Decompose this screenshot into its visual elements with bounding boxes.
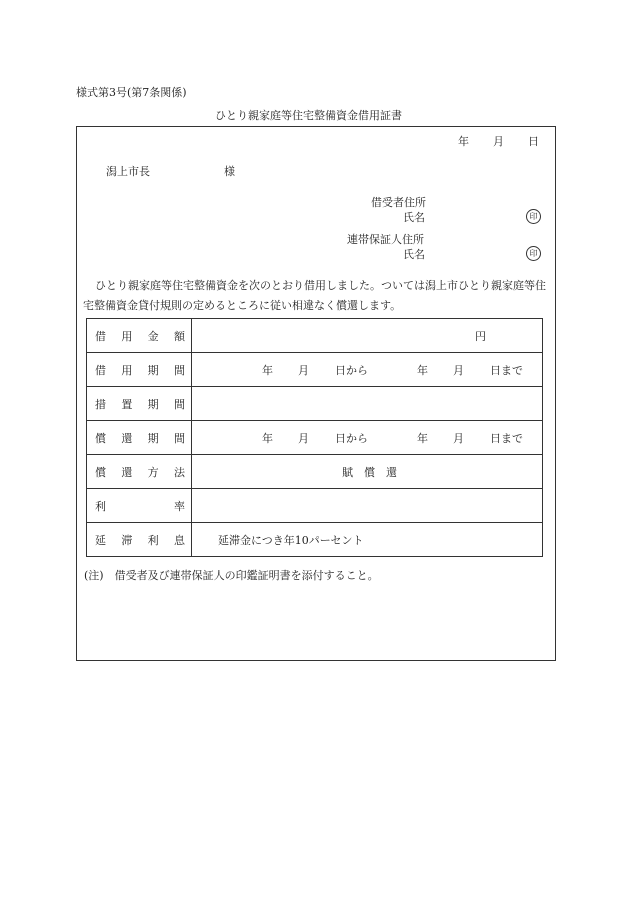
row-label: 償還期間 bbox=[87, 421, 192, 455]
borrower-seal-icon: 印 bbox=[526, 209, 541, 224]
date-year-label: 年 bbox=[458, 135, 469, 148]
from-day-label: 日から bbox=[335, 431, 368, 445]
to-day-label: 日まで bbox=[490, 431, 523, 445]
from-year-label: 年 bbox=[262, 363, 273, 377]
yen-unit: 円 bbox=[475, 329, 486, 343]
table-row bbox=[87, 455, 543, 489]
table-row bbox=[87, 421, 543, 455]
from-day-label: 日から bbox=[335, 363, 368, 377]
loan-period-cell bbox=[192, 353, 543, 387]
table-row bbox=[87, 523, 543, 557]
table-row bbox=[87, 387, 543, 421]
table-row bbox=[87, 489, 543, 523]
form-number: 様式第3号(第7条関係) bbox=[76, 86, 187, 99]
row-label: 償還方法 bbox=[87, 455, 192, 489]
row-label: 借用金額 bbox=[87, 319, 192, 353]
table-row bbox=[87, 353, 543, 387]
to-year-label: 年 bbox=[417, 363, 428, 377]
repayment-method-cell bbox=[192, 455, 543, 489]
loan-amount-cell bbox=[192, 319, 543, 353]
document-title: ひとり親家庭等住宅整備資金借用証書 bbox=[215, 109, 402, 122]
late-interest-cell bbox=[192, 523, 543, 557]
guarantor-seal-icon: 印 bbox=[526, 246, 541, 261]
date-day-label: 日 bbox=[528, 135, 539, 148]
from-month-label: 月 bbox=[298, 363, 309, 377]
date-month-label: 月 bbox=[493, 135, 504, 148]
row-label: 借用期間 bbox=[87, 353, 192, 387]
to-month-label: 月 bbox=[453, 363, 464, 377]
borrower-name-label: 氏名 bbox=[403, 211, 425, 224]
note-text: (注) 借受者及び連帯保証人の印鑑証明書を添付すること。 bbox=[84, 569, 379, 582]
loan-details-table bbox=[86, 318, 543, 557]
interest-rate-cell bbox=[192, 489, 543, 523]
to-month-label: 月 bbox=[453, 431, 464, 445]
to-day-label: 日まで bbox=[490, 363, 523, 377]
from-month-label: 月 bbox=[298, 431, 309, 445]
row-label: 延滞利息 bbox=[87, 523, 192, 557]
late-interest-value: 延滞金につき年10パーセント bbox=[218, 533, 364, 547]
addressee-mayor: 潟上市長 bbox=[106, 165, 150, 178]
guarantor-name-label: 氏名 bbox=[403, 248, 425, 261]
repayment-method-value: 賦 償 還 bbox=[342, 465, 397, 479]
row-label: 利率 bbox=[87, 489, 192, 523]
from-year-label: 年 bbox=[262, 431, 273, 445]
row-label: 措置期間 bbox=[87, 387, 192, 421]
guarantor-address-label: 連帯保証人住所 bbox=[347, 233, 424, 246]
to-year-label: 年 bbox=[417, 431, 428, 445]
table-row bbox=[87, 319, 543, 353]
date-line bbox=[458, 133, 539, 149]
grace-period-cell bbox=[192, 387, 543, 421]
repayment-period-cell bbox=[192, 421, 543, 455]
borrower-address-label: 借受者住所 bbox=[371, 196, 426, 209]
declaration-text: ひとり親家庭等住宅整備資金を次のとおり借用しました。ついては潟上市ひとり親家庭等住宅整備資金貸付規則の定めるところに従い相違なく償還します。 bbox=[83, 279, 546, 312]
addressee-honorific: 様 bbox=[224, 165, 235, 178]
